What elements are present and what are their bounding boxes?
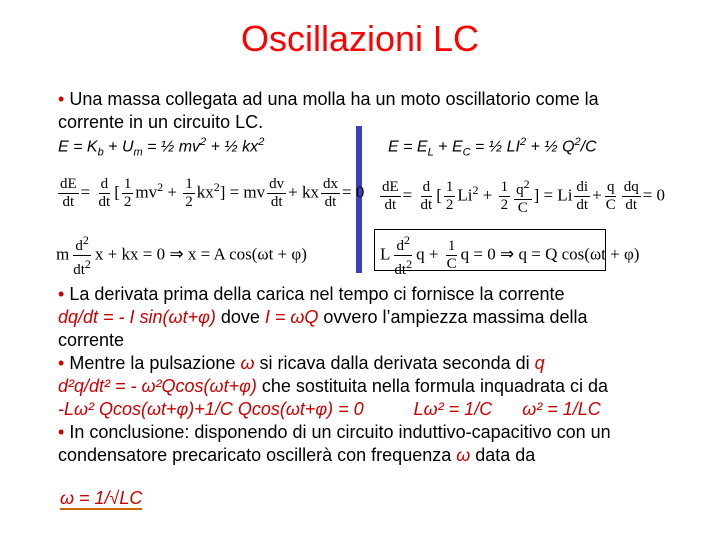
bullet-icon: • xyxy=(58,284,65,304)
derivation-left-2: m $\frac{d^2}{dt^2}$ x + kx = 0 ⇒ x = A cos(ωt + φ) xyxy=(56,233,307,278)
body-line-2 xyxy=(58,306,611,329)
second-derivative-formula: d²q/dt² = - ω²Qcos(ωt+φ) xyxy=(58,376,257,396)
bullet-icon: • xyxy=(58,353,65,373)
body-text-1a: La derivata prima della carica nel tempo ci fornisce la corrente xyxy=(69,284,565,304)
body-text-3b: che sostituita nella formula inquadrata ci da xyxy=(256,376,609,396)
intro-text-1: Una massa collegata ad una molla ha un moto oscillatorio come la xyxy=(69,89,599,109)
body-line-3: corrente xyxy=(58,330,125,350)
bullet-icon: • xyxy=(58,89,65,109)
derivation-right-1: $\frac{dE}{dt}$ = $\frac{d}{dt}$ [ $\frac{1}{2}$ $Li^2$ + $\frac{1}{2}$ $\frac{q^2}{C}$ ] = Li $\frac{di}{dt}$ + $\frac{q}{C}$ $\frac{dq}{dt}$ = 0 xyxy=(382,177,666,216)
body-line-7 xyxy=(58,421,611,444)
body-text-1e: ovvero l’ampiezza massima della xyxy=(318,307,588,327)
intro-line-1 xyxy=(58,88,599,111)
body-line-4 xyxy=(58,352,611,375)
amplitude-formula: I = ωQ xyxy=(264,307,319,327)
body-line-6 xyxy=(58,398,611,421)
body-line-8 xyxy=(58,444,611,467)
omega-result: ω = 1/√LC xyxy=(60,488,143,508)
derivation-left-1: $\frac{dE}{dt}$ = $\frac{d}{dt}$ [ $\frac{1}{2}$ $mv^2$ + $\frac{1}{2}$ $kx^2$] = mv $\frac{dv}{dt}$ + kx $\frac{dx}{dt}$ = 0 xyxy=(60,176,365,210)
body-text-2c: si ricava dalla derivata seconda di xyxy=(254,353,535,373)
body-text-5b: condensatore precaricato oscillerà con frequenza xyxy=(58,445,457,465)
page-title: Oscillazioni LC xyxy=(240,18,480,59)
current-formula: dq/dt = - I sin(ωt+φ) xyxy=(58,307,216,327)
intro-line-2: corrente in un circuito LC. xyxy=(58,112,264,132)
substitution-formula: -Lω² Qcos(ωt+φ)+1/C Qcos(ωt+φ) = 0 xyxy=(58,399,364,419)
l-omega-formula: Lω² = 1/C xyxy=(413,399,493,419)
body-text-5a: In conclusione: disponendo di un circuito induttivo-capacitivo con un xyxy=(69,422,611,442)
body-paragraph xyxy=(58,283,611,467)
intro-paragraph xyxy=(58,88,599,134)
energy-left: $E = K_b + U_m$ = ½ $mv^2$ + ½ $kx^2$ xyxy=(58,136,265,159)
omega-symbol: ω xyxy=(240,353,255,373)
energy-right: $E = E_L + E_C$ = ½ $LI^2$ + ½ $Q^2/C$ xyxy=(388,136,597,159)
q-symbol: q xyxy=(534,353,545,373)
omega-squared-formula: ω² = 1/LC xyxy=(522,399,601,419)
body-text-2a: Mentre la pulsazione xyxy=(69,353,241,373)
body-text-5d: data da xyxy=(470,445,536,465)
final-formula xyxy=(60,487,142,510)
omega-symbol: ω xyxy=(456,445,471,465)
bullet-icon: • xyxy=(58,422,65,442)
body-line-5 xyxy=(58,375,611,398)
derivation-right-2: L $\frac{d^2}{dt^2}$ q + $\frac{1}{C}$ q = 0 ⇒ q = Q cos(ωt + φ) xyxy=(380,233,640,278)
body-line-1 xyxy=(58,283,611,306)
body-text-1c: dove xyxy=(215,307,265,327)
